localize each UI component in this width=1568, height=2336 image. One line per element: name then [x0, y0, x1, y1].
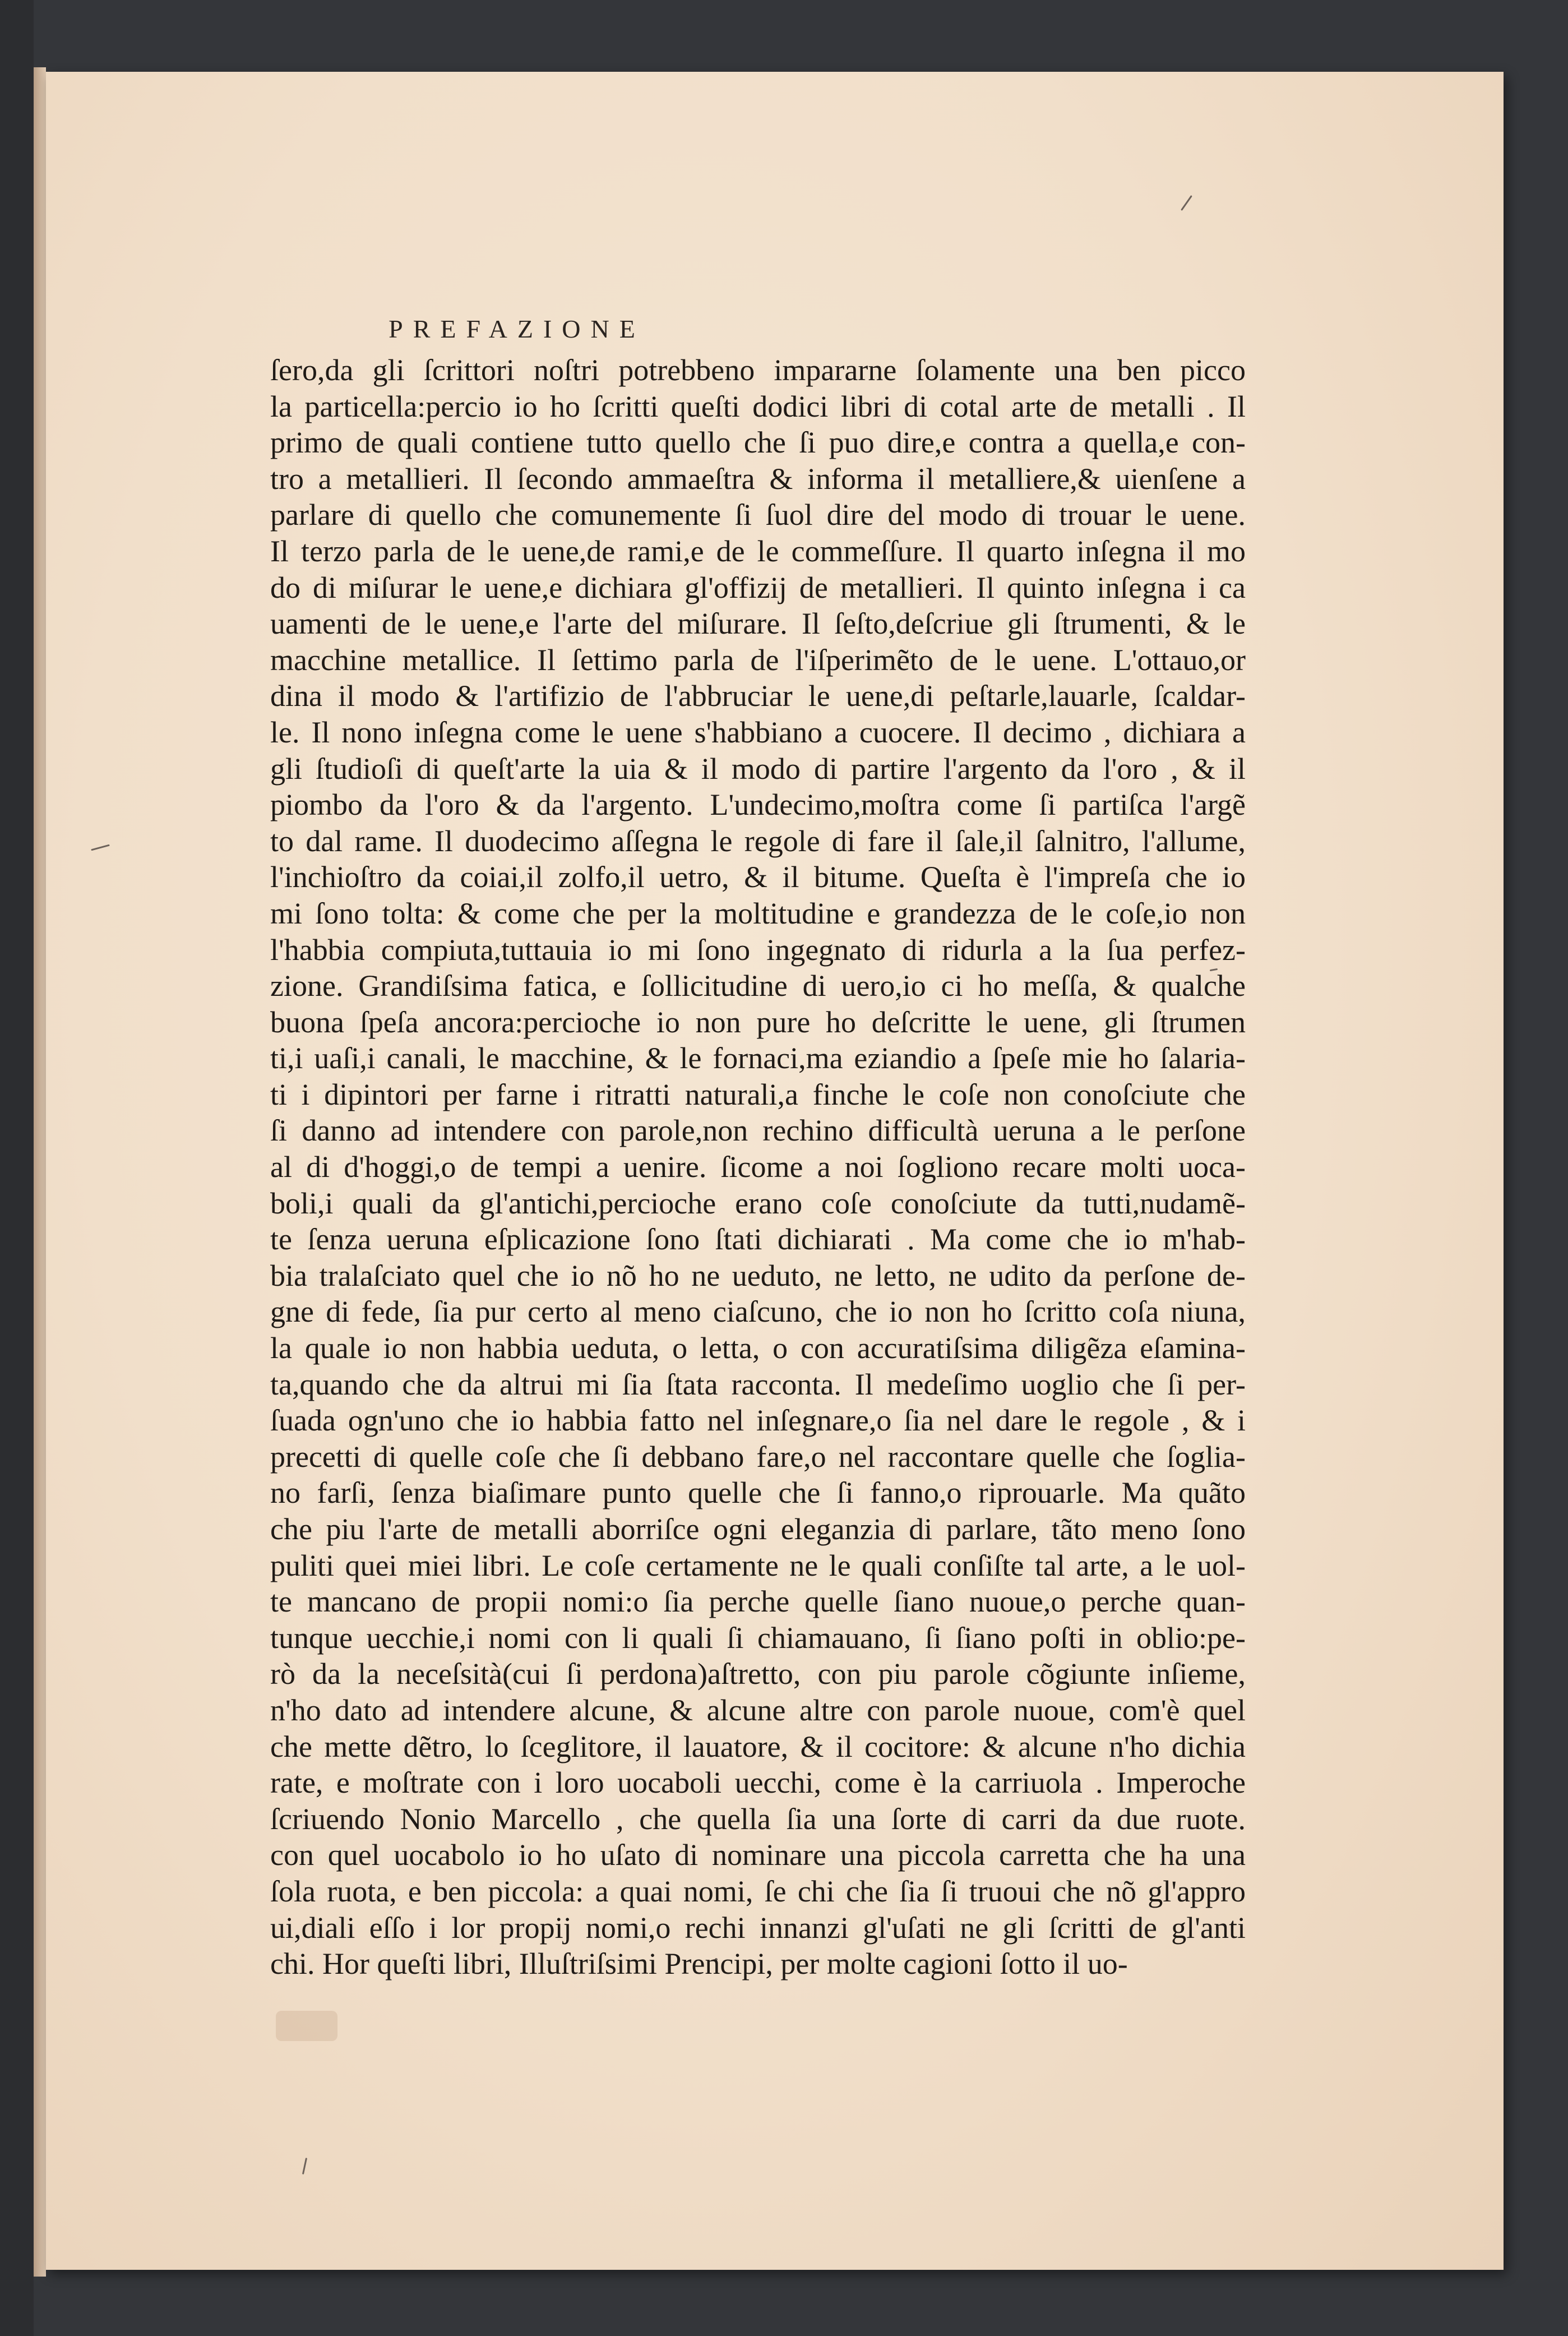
- text-line: primo de quali contiene tutto quello che ſi puo dire,e contra a quella,e con-: [270, 426, 1246, 460]
- text-line: mi ſono tolta: & come che per la moltitudine e grandezza de le coſe,io non: [270, 896, 1246, 930]
- text-line: l'habbia compiuta,tuttauia io mi ſono ingegnato di ridurla a la ſua perfez-: [270, 932, 1246, 967]
- text-line: la quale io non habbia ueduta, o letta, o con accuratiſsima diligẽza eſamina-: [270, 1331, 1246, 1365]
- text-line: precetti di quelle coſe che ſi debbano fare,o nel raccontare quelle che ſoglia-: [270, 1439, 1246, 1474]
- text-line: do di miſurar le uene,e dichiara gl'offizij de metallieri. Il quinto inſegna i ca: [270, 570, 1246, 604]
- text-line: gli ſtudioſi di queſt'arte la uia & il modo di partire l'argento da l'oro , & il: [270, 751, 1246, 786]
- text-line: ſero,da gli ſcrittori noſtri potrebbeno impararne ſolamente una ben picco: [270, 353, 1246, 387]
- text-line: parlare di quello che comunemente ſi ſuol dire del modo di trouar le uene.: [270, 498, 1246, 532]
- text-line: la particella:percio io ho ſcritti queſti dodici libri di cotal arte de metalli . Il: [270, 389, 1246, 423]
- text-line: rò da la neceſsità(cui ſi perdona)aſtretto, con piu parole cõgiunte inſieme,: [270, 1657, 1246, 1691]
- text-line: boli,i quali da gl'antichi,percioche erano coſe conoſciute da tutti,nudamẽ-: [270, 1186, 1246, 1220]
- text-line: buona ſpeſa ancora:percioche io non pure ho deſcritte le uene, gli ſtrumen: [270, 1005, 1246, 1039]
- text-line: l'inchioſtro da coiai,il zolfo,il uetro, & il bitume. Queſta è l'impreſa che io: [270, 860, 1246, 894]
- text-line: no farſi, ſenza biaſimare punto quelle che ſi fanno,o riprouarle. Ma quãto: [270, 1476, 1246, 1510]
- book-page: [46, 72, 1504, 2270]
- body-text: [270, 352, 1246, 1982]
- margin-mark-left: [91, 844, 110, 851]
- text-line: ti i dipintori per farne i ritratti naturali,a finche le coſe non conoſciute che: [270, 1077, 1246, 1111]
- text-line: ui,diali eſſo i lor propij nomi,o rechi innanzi gl'uſati ne gli ſcritti de gl'anti: [270, 1910, 1246, 1945]
- text-line: chi. Hor queſti libri, Illuſtriſsimi Prencipi, per molte cagioni ſotto il uo-: [270, 1947, 1128, 1981]
- text-line: con quel uocabolo io ho uſato di nominare una piccola carretta che ha una: [270, 1838, 1246, 1872]
- text-line: Il terzo parla de le uene,de rami,e de le commeſſure. Il quarto inſegna il mo: [270, 534, 1246, 568]
- text-line: zione. Grandiſsima fatica, e ſollicitudine di uero,io ci ho meſſa, & qualche: [270, 969, 1246, 1003]
- text-line: ſi danno ad intendere con parole,non rechino difficultà ueruna a le perſone: [270, 1114, 1246, 1148]
- text-line: to dal rame. Il duodecimo aſſegna le regole di fare il ſale,il ſalnitro, l'allume,: [270, 824, 1246, 858]
- text-line: macchine metallice. Il ſettimo parla de l'iſperimẽto de le uene. L'ottauo,or: [270, 643, 1246, 677]
- text-line: ſola ruota, e ben piccola: a quai nomi, ſe chi che ſia ſi truoui che nõ gl'appro: [270, 1874, 1246, 1908]
- text-line: gne di fede, ſia pur certo al meno ciaſcuno, che io non ho ſcritto coſa niuna,: [270, 1295, 1246, 1329]
- text-line: puliti quei miei libri. Le coſe certamente ne le quali conſiſte tal arte, a le uol-: [270, 1548, 1246, 1582]
- text-line: te ſenza ueruna eſplicazione ſono ſtati dichiarati . Ma come che io m'hab-: [270, 1222, 1246, 1257]
- scan-background-left: [0, 0, 34, 2336]
- faint-bleed-through: [276, 2011, 337, 2041]
- text-line: n'ho dato ad intendere alcune, & alcune altre con parole nuoue, com'è quel: [270, 1693, 1246, 1727]
- facing-page-edge: [34, 67, 46, 2277]
- text-line: le. Il nono inſegna come le uene s'habbiano a cuocere. Il decimo , dichiara a: [270, 715, 1246, 749]
- corner-pencil-mark: [1181, 195, 1192, 211]
- text-line: te mancano de propii nomi:o ſia perche quelle ſiano nuoue,o perche quan-: [270, 1585, 1246, 1619]
- text-line: tro a metallieri. Il ſecondo ammaeſtra & informa il metalliere,& uienſene a: [270, 461, 1246, 496]
- text-line: al di d'hoggi,o de tempi a uenire. ſicome a noi ſogliono recare molti uoca-: [270, 1150, 1246, 1184]
- text-line: che mette dẽtro, lo ſceglitore, il lauatore, & il cocitore: & alcune n'ho dichia: [270, 1729, 1246, 1763]
- text-line: che piu l'arte de metalli aborriſce ogni eleganzia di parlare, tãto meno ſono: [270, 1512, 1246, 1546]
- text-line: uamenti de le uene,e l'arte del miſurare. Il ſeſto,deſcriue gli ſtrumenti, & le: [270, 607, 1246, 641]
- text-line: ſcriuendo Nonio Marcello , che quella ſia una ſorte di carri da due ruote.: [270, 1802, 1246, 1836]
- text-line: bia tralaſciato quel che io nõ ho ne ueduto, ne letto, ne udito da perſone de-: [270, 1258, 1246, 1292]
- text-line: piombo da l'oro & da l'argento. L'undecimo,moſtra come ſi partiſca l'argẽ: [270, 788, 1246, 822]
- text-line: dina il modo & l'artifizio de l'abbruciar le uene,di peſtarle,lauarle, ſcaldar-: [270, 679, 1246, 713]
- text-line: ta,quando che da altrui mi ſia ſtata racconta. Il medeſimo uoglio che ſi per-: [270, 1367, 1246, 1401]
- text-line: rate, e moſtrate con i loro uocaboli uecchi, come è la carriuola . Imperoche: [270, 1766, 1246, 1800]
- text-line: ſuada ogn'uno che io habbia fatto nel inſegnare,o ſia nel dare le regole , & i: [270, 1404, 1246, 1438]
- margin-mark-bottom: [302, 2158, 307, 2175]
- running-head: PREFAZIONE: [388, 315, 645, 343]
- text-line: ti,i uaſi,i canali, le macchine, & le fornaci,ma eziandio a ſpeſe mie ho ſalaria-: [270, 1041, 1246, 1075]
- text-line: tunque uecchie,i nomi con li quali ſi chiamauano, ſi ſiano poſti in oblio:pe-: [270, 1621, 1246, 1655]
